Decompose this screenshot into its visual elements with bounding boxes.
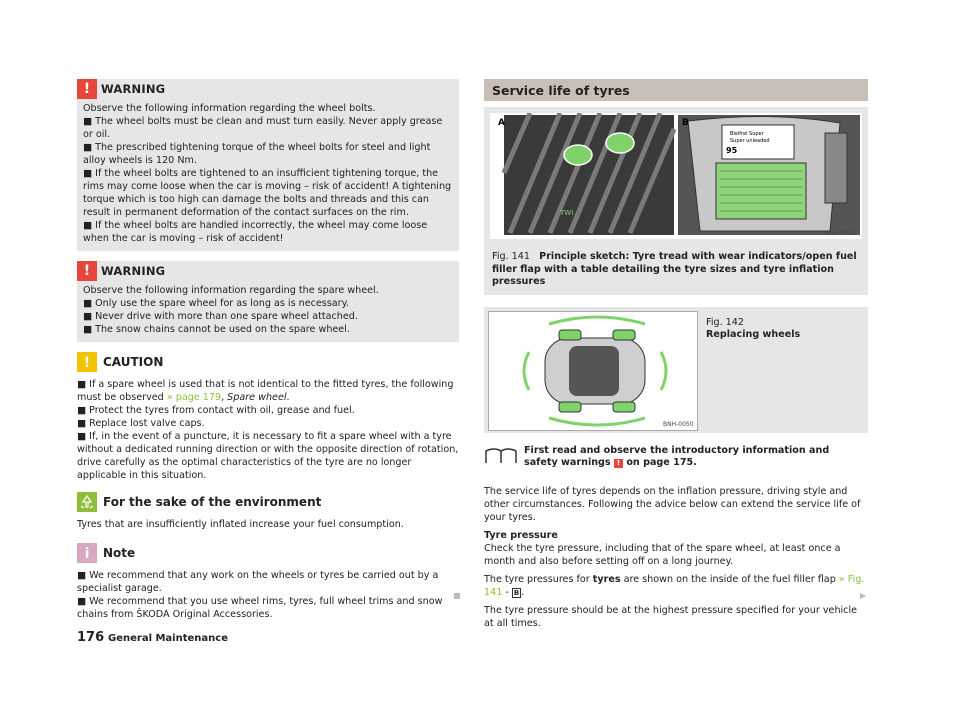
panel-ref-badge: B	[513, 588, 520, 597]
warning-icon: !	[77, 79, 97, 99]
figure-142-caption: Fig. 142 Replacing wheels	[706, 316, 801, 340]
paragraph: The tyre pressures for tyres are shown on the inside of the fuel filler flap » Fig. 141 - B .	[484, 573, 865, 598]
figure-link[interactable]: » Fig. 141	[484, 573, 865, 598]
fuel-label-2: Super unleaded	[730, 138, 770, 144]
end-marker-icon: ■	[453, 591, 461, 600]
caution-title: CAUTION	[103, 355, 164, 369]
page-number: 176	[77, 630, 105, 645]
caution-text: ■ If a spare wheel is used that is not identical to the fitted tyres, the following must be observed » page 179, Spare wheel. ■ Protect the tyres from contact with oil, grease and fuel. ■ Replace lost valve caps. ■ If, in the event of a puncture, it is necessary to fit a spare wheel with a tyre without a dedicated running direction or with the opposite direction of rotation, drive carefully as the optimal characteristics of the tyre are no longer applicable in this situation.	[77, 379, 459, 481]
caution-icon	[77, 352, 97, 372]
paragraph: The tyre pressure should be at the highest pressure specified for your vehicle at all times.	[484, 604, 858, 629]
fuel-label-1: Bleifrei Super	[730, 131, 764, 137]
figure-141	[484, 107, 868, 295]
environment-heading	[77, 492, 459, 514]
footer-section: General Maintenance	[108, 633, 228, 644]
note-heading	[77, 543, 459, 565]
read-first-notice: First read and observe the introductory information and safety warnings ! on page 175.	[484, 445, 868, 479]
note-title: Note	[103, 546, 136, 560]
warning-title: WARNING	[101, 82, 166, 96]
figure-142	[484, 307, 868, 433]
body-text	[484, 485, 868, 630]
twi-label: TWI	[560, 209, 574, 217]
caution-heading	[77, 352, 459, 374]
section-title: Service life of tyres	[492, 83, 630, 98]
panel-a-label: A	[498, 118, 505, 128]
environment-title: For the sake of the environment	[103, 495, 322, 509]
recycle-icon	[77, 492, 97, 512]
figure-code: B5E-0214	[826, 230, 856, 237]
right-column	[484, 79, 868, 635]
section-banner	[484, 79, 868, 101]
continue-arrow-icon: ▶	[860, 591, 867, 600]
warning-text: Observe the following information regarding the wheel bolts. ■ The wheel bolts must be clean and must turn easily. Never apply grease or oil. ■ The prescribed tightening torque of the wheel bolts for steel and light alloy wheels is 120 Nm. ■ If the wheel bolts are tightened to an insufficient tightening torque, the rims may come loose when the car is moving – risk of accident! A tightening torque which is too high can damage the bolts and threads and this can result in permanent deformation of the contact surfaces on the rim. ■ If the wheel bolts are handled incorrectly, the wheel may come loose when the car is moving – risk of accident!	[83, 103, 452, 244]
warning-box-wheel-bolts	[77, 79, 459, 251]
info-icon	[77, 543, 97, 563]
paragraph: The service life of tyres depends on the inflation pressure, driving style and other circumstances. Following the advice below can extend the service life of your tyres.	[484, 485, 861, 523]
figure-142-image	[488, 311, 698, 431]
figure-141-caption: Fig. 141 Principle sketch: Tyre tread with wear indicators/open fuel filler flap with a table detailing the tyre sizes and tyre inflation pressures	[492, 251, 857, 287]
left-column	[77, 79, 459, 621]
svg-text:i: i	[84, 546, 90, 562]
warning-title: WARNING	[101, 264, 166, 278]
svg-text:!: !	[83, 355, 91, 371]
note-text: ■ We recommend that any work on the wheels or tyres be carried out by a specialist garage. ■ We recommend that you use wheel rims, tyres, full wheel trims and snow chains from ŠKODA Original Accessories.	[77, 570, 443, 620]
warning-text: Observe the following information regarding the spare wheel. ■ Only use the spare wheel for as long as is necessary. ■ Never drive with more than one spare wheel attached. ■ The snow chains cannot be used on the spare wheel.	[83, 285, 379, 335]
figure-141-image	[490, 113, 862, 239]
octane-label: 95	[726, 146, 738, 155]
environment-text: Tyres that are insufficiently inflated increase your fuel consumption.	[77, 519, 404, 530]
warning-icon: !	[614, 459, 623, 468]
figure-code: BNH-0050	[663, 420, 694, 428]
page-link[interactable]: » page 179	[166, 392, 222, 403]
warning-icon: !	[77, 261, 97, 281]
book-icon	[484, 447, 518, 465]
panel-b-label: B	[682, 118, 689, 128]
paragraph: Tyre pressure Check the tyre pressure, including that of the spare wheel, at least once a month and also before setting off on a long journey.	[484, 529, 841, 567]
warning-box-spare-wheel	[77, 261, 459, 342]
